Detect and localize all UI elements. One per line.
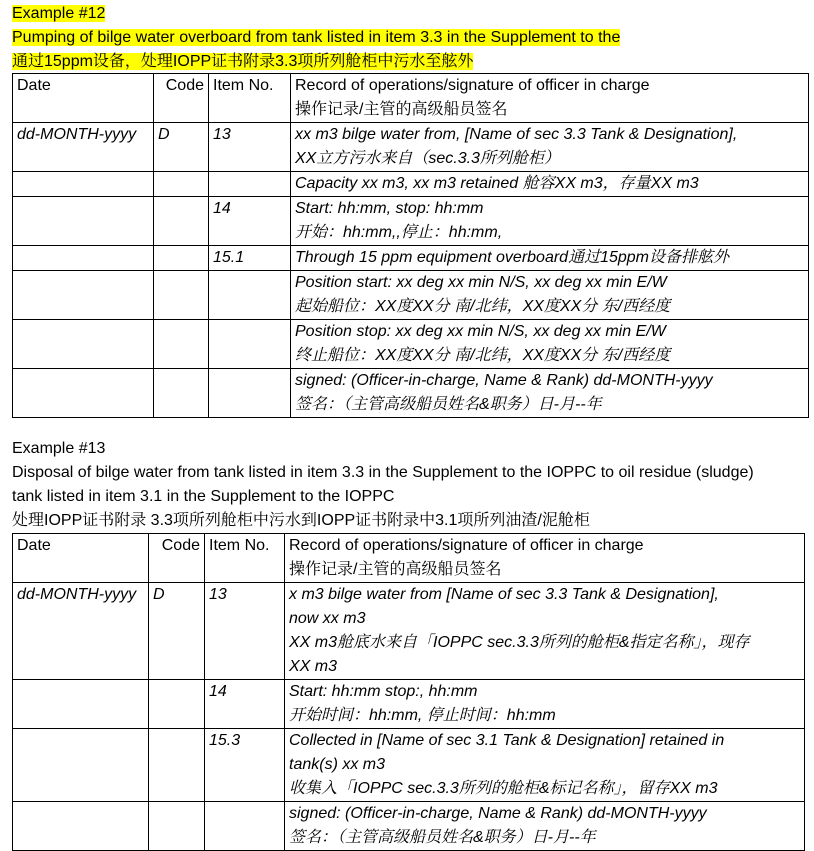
row-code	[154, 246, 209, 271]
table-row	[13, 583, 805, 680]
example-12-title-cn: 通过15ppm设备，处理IOPP证书附录3.3项所列舱柜中污水至舷外	[12, 53, 474, 70]
header-date: Date	[13, 534, 149, 583]
row-date	[13, 172, 154, 197]
example-13-heading-block	[12, 437, 754, 533]
header-record: Record of operations/signature of officer in charge 操作记录/主管的高级船员签名	[285, 534, 805, 583]
row-record	[285, 680, 805, 729]
example-13-heading: Example #13	[12, 440, 106, 457]
record-line: Collected in [Name of sec 3.1 Tank & Designation] retained in	[289, 732, 725, 749]
record-line: Start: hh:mm stop:, hh:mm	[289, 683, 478, 700]
example-12-heading: Example #12	[12, 5, 106, 22]
row-code	[154, 369, 209, 418]
record-line: Position start: xx deg xx min N/S, xx deg xx min E/W	[295, 274, 667, 291]
record-line: 收集入「IOPPC sec.3.3所列的舱柜&标记名称」，留存XX m3	[289, 780, 718, 797]
example-12-title-en: Pumping of bilge water overboard from tank listed in item 3.3 in the Supplement to the	[12, 29, 621, 46]
header-item-no: Item No.	[209, 74, 291, 123]
row-record	[291, 172, 809, 197]
row-date	[13, 197, 154, 246]
row-code	[149, 680, 205, 729]
record-line: 签名：（主管高级船员姓名&职务）日-月--年	[295, 396, 602, 413]
row-date	[13, 680, 149, 729]
row-date	[13, 729, 149, 802]
table-header-row	[13, 74, 809, 123]
row-item-no: 14	[209, 197, 291, 246]
header-item-no: Item No.	[205, 534, 285, 583]
row-code	[149, 729, 205, 802]
row-record	[285, 802, 805, 851]
record-line: x m3 bilge water from [Name of sec 3.3 Tank & Designation],	[289, 586, 719, 603]
record-line: 起始船位：XX度XX分 南/北纬，XX度XX分 东/西经度	[295, 298, 671, 315]
row-code: D	[149, 583, 205, 680]
record-line: 签名：（主管高级船员姓名&职务）日-月--年	[289, 829, 596, 846]
row-item-no: 13	[209, 123, 291, 172]
example-13-table	[12, 533, 805, 851]
row-record	[291, 197, 809, 246]
table-row	[13, 680, 805, 729]
row-item-no	[209, 369, 291, 418]
record-line: 开始时间：hh:mm, 停止时间：hh:mm	[289, 707, 556, 724]
record-line: 开始：hh:mm,,停止：hh:mm,	[295, 224, 503, 241]
table-header-row	[13, 534, 805, 583]
table-row	[13, 802, 805, 851]
row-code: D	[154, 123, 209, 172]
row-record	[291, 123, 809, 172]
record-line: tank(s) xx m3	[289, 756, 386, 773]
record-line: Position stop: xx deg xx min N/S, xx deg xx min E/W	[295, 323, 666, 340]
row-code	[154, 172, 209, 197]
row-record	[291, 271, 809, 320]
record-line: XX立方污水来自（sec.3.3所列舱柜）	[295, 150, 560, 167]
table-row	[13, 369, 809, 418]
record-line: now xx m3	[289, 610, 366, 627]
row-item-no	[205, 802, 285, 851]
record-line: signed: (Officer-in-charge, Name & Rank) dd-MONTH-yyyy	[289, 805, 707, 822]
row-item-no: 15.3	[205, 729, 285, 802]
table-row	[13, 197, 809, 246]
example-12-table	[12, 73, 809, 418]
row-date	[13, 246, 154, 271]
row-code	[149, 802, 205, 851]
record-line: XX m3	[289, 658, 338, 675]
table-row	[13, 729, 805, 802]
row-code	[154, 320, 209, 369]
record-line: xx m3 bilge water from, [Name of sec 3.3 Tank & Designation],	[295, 126, 738, 143]
row-item-no: 14	[205, 680, 285, 729]
row-date: dd-MONTH-yyyy	[13, 123, 154, 172]
header-record: Record of operations/signature of officer in charge 操作记录/主管的高级船员签名	[291, 74, 809, 123]
header-code: Code	[149, 534, 205, 583]
row-item-no	[209, 172, 291, 197]
row-record	[291, 246, 809, 271]
row-item-no: 15.1	[209, 246, 291, 271]
example-13-title-line2: tank listed in item 3.1 in the Supplement to the IOPPC	[12, 488, 395, 505]
record-line: Start: hh:mm, stop: hh:mm	[295, 200, 484, 217]
table-row	[13, 172, 809, 197]
record-line: Through 15 ppm equipment overboard通过15ppm设备排舷外	[295, 249, 729, 266]
row-date	[13, 369, 154, 418]
row-record	[285, 583, 805, 680]
row-record	[285, 729, 805, 802]
row-code	[154, 271, 209, 320]
table-row	[13, 320, 809, 369]
record-line: Capacity xx m3, xx m3 retained 舱容XX m3，存量XX m3	[295, 175, 699, 192]
row-item-no	[209, 271, 291, 320]
row-item-no	[209, 320, 291, 369]
row-code	[154, 197, 209, 246]
row-record	[291, 320, 809, 369]
row-date	[13, 320, 154, 369]
example-13-title-cn: 处理IOPP证书附录 3.3项所列舱柜中污水到IOPP证书附录中3.1项所列油渣/泥舱柜	[12, 512, 590, 529]
header-code: Code	[154, 74, 209, 123]
row-date: dd-MONTH-yyyy	[13, 583, 149, 680]
row-record	[291, 369, 809, 418]
example-12-heading-block	[12, 2, 620, 74]
header-date: Date	[13, 74, 154, 123]
record-line: signed: (Officer-in-charge, Name & Rank) dd-MONTH-yyyy	[295, 372, 713, 389]
record-line: 终止船位：XX度XX分 南/北纬，XX度XX分 东/西经度	[295, 347, 671, 364]
table-row	[13, 123, 809, 172]
record-line: XX m3舱底水来自「IOPPC sec.3.3所列的舱柜&指定名称」，现存	[289, 634, 750, 651]
row-date	[13, 802, 149, 851]
table-row	[13, 271, 809, 320]
row-item-no: 13	[205, 583, 285, 680]
row-date	[13, 271, 154, 320]
example-13-title-line1: Disposal of bilge water from tank listed in item 3.3 in the Supplement to the IOPPC to oil residue (sludge)	[12, 464, 754, 481]
table-row	[13, 246, 809, 271]
